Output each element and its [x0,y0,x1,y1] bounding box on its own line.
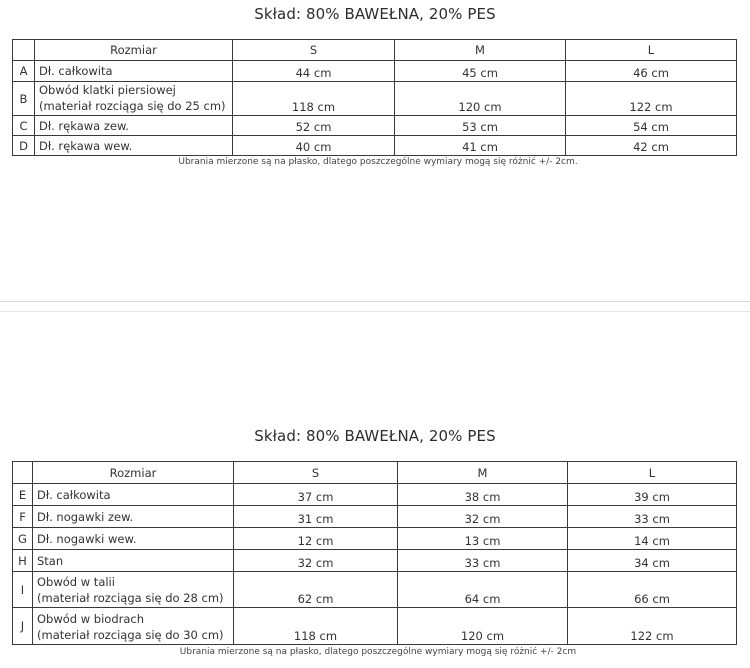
measure-cell: 13 cm [398,528,568,550]
size-header-cell: Rozmiar [33,462,234,484]
row-letter: H [13,550,33,572]
measure-cell: 12 cm [234,528,398,550]
size-chart-title: Skład: 80% BAWEŁNA, 20% PES [254,5,496,23]
row-label-note: (materiał rozciąga się do 30 cm) [37,628,224,642]
measure-cell: 37 cm [234,484,398,506]
top-size-table [12,39,737,156]
measurement-note: Ubrania mierzone są na płasko, dlatego poszczególne wymiary mogą się różnić +/- 2cm. [178,157,578,167]
measure-cell: 39 cm [568,484,737,506]
table-row [13,61,737,82]
measure-cell: 120 cm [395,82,566,116]
measure-cell: 32 cm [234,550,398,572]
row-letter: J [13,608,33,645]
row-label [33,506,234,528]
row-letter: F [13,506,33,528]
row-label [35,61,233,82]
size-s-header: S [233,40,395,61]
measure-cell: 38 cm [398,484,568,506]
table-row [13,528,737,550]
measure-cell: 54 cm [566,116,737,136]
row-label-main: Dł. całkowita [39,64,113,78]
section-divider [0,311,750,312]
measure-cell: 62 cm [234,572,398,608]
row-label-main: Obwód w biodrach [37,612,145,626]
table-row [13,608,737,645]
row-label-note: (materiał rozciąga się do 25 cm) [39,99,226,113]
row-label [33,608,234,645]
row-label-main: Dł. nogawki zew. [37,509,134,524]
row-letter: D [13,136,35,156]
measure-cell: 118 cm [234,608,398,645]
measure-cell: 122 cm [566,82,737,116]
row-label [33,550,234,572]
measure-cell: 52 cm [233,116,395,136]
measure-cell: 118 cm [233,82,395,116]
measure-cell: 32 cm [398,506,568,528]
measure-cell: 122 cm [568,608,737,645]
size-m-header: M [395,40,566,61]
size-header-cell: Rozmiar [35,40,233,61]
measure-cell: 53 cm [395,116,566,136]
size-l-header: L [566,40,737,61]
measure-cell: 40 cm [233,136,395,156]
measure-cell: 33 cm [568,506,737,528]
size-l-header: L [568,462,737,484]
row-label [33,572,234,608]
row-letter: G [13,528,33,550]
size-chart-title: Skład: 80% BAWEŁNA, 20% PES [254,427,496,445]
measure-cell: 66 cm [568,572,737,608]
measure-cell: 44 cm [233,61,395,82]
row-label-main: Obwód klatki piersiowej [39,83,176,97]
measurement-note: Ubrania mierzone są na płasko, dlatego poszczególne wymiary mogą się różnić +/- 2cm [179,647,577,657]
table-row [13,484,737,506]
row-label-main: Dł. nogawki wew. [37,531,137,546]
measure-cell: 33 cm [398,550,568,572]
row-label-main: Dł. rękawa wew. [39,138,133,153]
row-letter: C [13,116,35,136]
row-letter: B [13,82,35,116]
row-letter: E [13,484,33,506]
header-blank-cell [13,40,35,61]
measure-cell: 42 cm [566,136,737,156]
row-label-main: Dł. całkowita [37,487,111,502]
header-row [13,40,737,61]
measure-cell: 64 cm [398,572,568,608]
row-label-main: Obwód w talii [37,575,115,589]
size-m-header: M [398,462,568,484]
measure-cell: 34 cm [568,550,737,572]
row-label [33,484,234,506]
table-row [13,116,737,136]
measure-cell: 14 cm [568,528,737,550]
measure-cell: 45 cm [395,61,566,82]
table-row [13,82,737,116]
row-label-main: Stan [37,553,64,568]
row-label [35,136,233,156]
row-letter: I [13,572,33,608]
measure-cell: 31 cm [234,506,398,528]
table-row [13,136,737,156]
header-blank-cell [13,462,33,484]
table-row [13,506,737,528]
measure-cell: 41 cm [395,136,566,156]
section-divider [0,301,750,302]
table-row [13,572,737,608]
row-letter: A [13,61,35,82]
row-label [33,528,234,550]
size-s-header: S [234,462,398,484]
bottom-size-table [12,461,737,645]
table-row [13,550,737,572]
measure-cell: 46 cm [566,61,737,82]
row-label [35,82,233,116]
header-row [13,462,737,484]
row-label [35,116,233,136]
row-label-main: Dł. rękawa zew. [39,118,129,133]
row-label-note: (materiał rozciąga się do 28 cm) [37,591,224,605]
measure-cell: 120 cm [398,608,568,645]
